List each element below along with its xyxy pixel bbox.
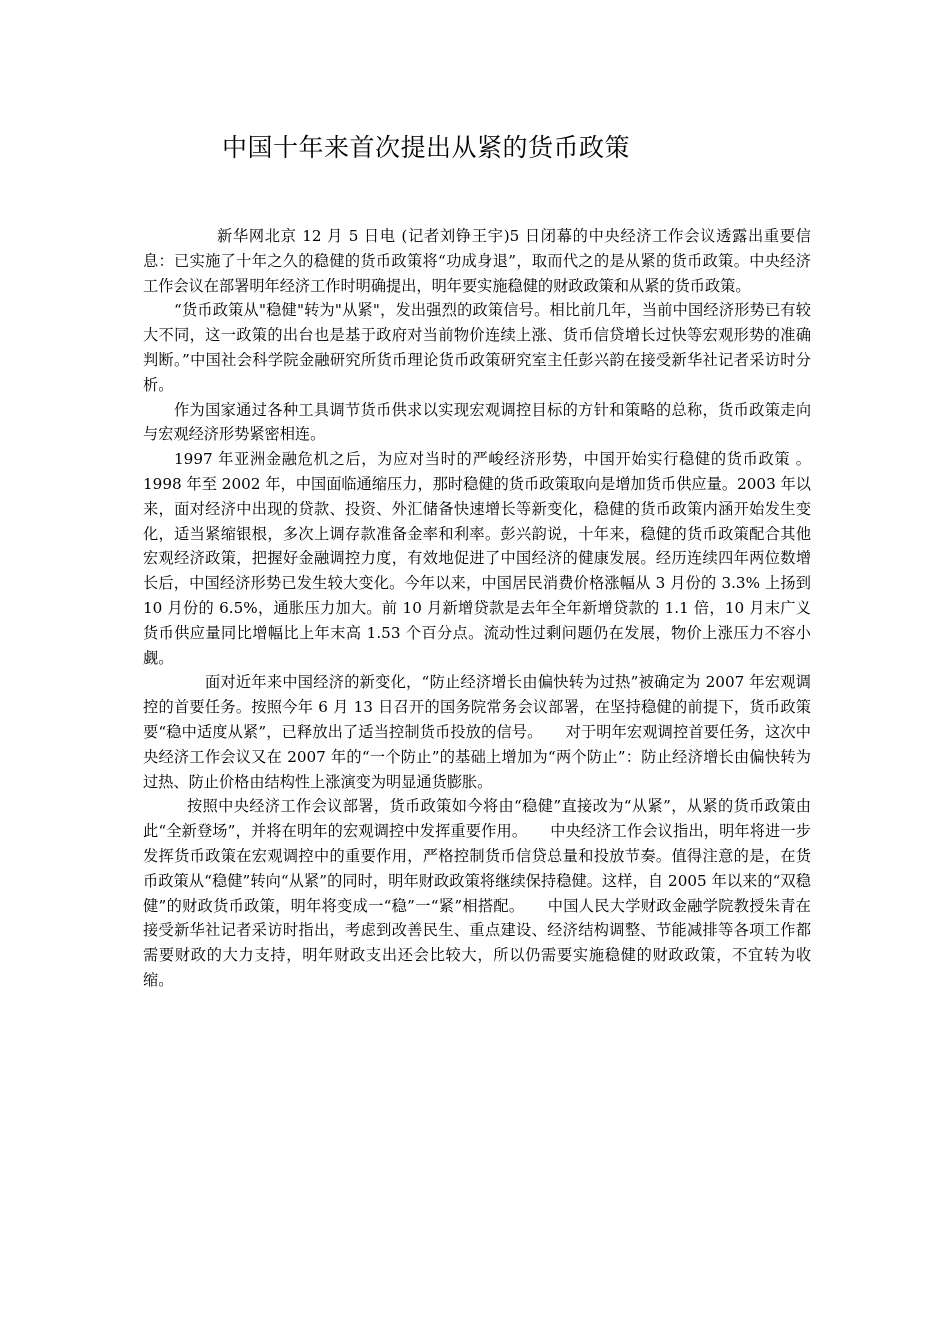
document-title: 中国十年来首次提出从紧的货币政策 <box>222 133 631 162</box>
article-body <box>143 224 811 993</box>
paragraph-lead: 新华网北京 12 月 5 日电 (记者刘铮王宇)5 日闭幕的中央经济工作会议透露出重要信息：已实施了十年之久的稳健的货币政策将“功成身退”，取而代之的是从紧的货币政策。中央经济工作会议在部署明年经济工作时明确提出，明年要实施稳健的财政政策和从紧的货币政策。 <box>143 227 811 295</box>
paragraph-policy-shift: 按照中央经济工作会议部署，货币政策如今将由“稳健”直接改为“从紧”，从紧的货币政策由此“全新登场”，并将在明年的宏观调控中发挥重要作用。 中央经济工作会议指出，明年将进一步发挥货币政策在宏观调控中的重要作用，严格控制货币信贷总量和投放节奏。值得注意的是，在货币政策从“稳健”转向“从紧”的同时，明年财政政策将继续保持稳健。这样，自 2005 年以来的“双稳健”的财政货币政策，明年将变成一“稳”一“紧”相搭配。 中国人民大学财政金融学院教授朱青在接受新华社记者采访时指出，考虑到改善民生、重点建设、经济结构调整、节能减排等各项工作都需要财政的大力支持，明年财政支出还会比较大，所以仍需要实施稳健的财政政策，不宜转为收缩。 <box>143 797 811 989</box>
paragraph-quote: “货币政策从"稳健"转为"从紧"，发出强烈的政策信号。相比前几年，当前中国经济形势已有较大不同，这一政策的出台也是基于政府对当前物价连续上涨、货币信贷增长过快等宏观形势的准确判断。”中国社会科学院金融研究所货币理论货币政策研究室主任彭兴韵在接受新华社记者采访时分析。 <box>143 301 811 394</box>
paragraph-macro-control: 面对近年来中国经济的新变化，“防止经济增长由偏快转为过热”被确定为 2007 年宏观调控的首要任务。按照今年 6 月 13 日召开的国务院常务会议部署，在坚持稳健的前提下，货币政策要“稳中适度从紧”，已释放出了适当控制货币投放的信号。 对于明年宏观调控首要任务，这次中央经济工作会议又在 2007 年的“一个防止”的基础上增加为“两个防止”：防止经济增长由偏快转为过热、防止价格由结构性上涨演变为明显通货膨胀。 <box>143 673 811 791</box>
paragraph-history: 1997 年亚洲金融危机之后，为应对当时的严峻经济形势，中国开始实行稳健的货币政策 。1998 年至 2002 年，中国面临通缩压力，那时稳健的货币政策取向是增加货币供应量。2003 年以来，面对经济中出现的贷款、投资、外汇储备快速增长等新变化，稳健的货币政策内涵开始发生变化，适当紧缩银根，多次上调存款准备金率和利率。彭兴韵说，十年来，稳健的货币政策配合其他宏观经济政策，把握好金融调控力度，有效地促进了中国经济的健康发展。经历连续四年两位数增长后，中国经济形势已发生较大变化。今年以来，中国居民消费价格涨幅从 3 月份的 3.3% 上扬到 10 月份的 6.5%，通胀压力加大。前 10 月新增贷款是去年全年新增贷款的 1.1 倍，10 月末广义货币供应量同比增幅比上年末高 1.53 个百分点。流动性过剩问题仍在发展，物价上涨压力不容小觑。 <box>143 450 811 667</box>
paragraph-definition: 作为国家通过各种工具调节货币供求以实现宏观调控目标的方针和策略的总称，货币政策走向与宏观经济形势紧密相连。 <box>143 400 811 444</box>
